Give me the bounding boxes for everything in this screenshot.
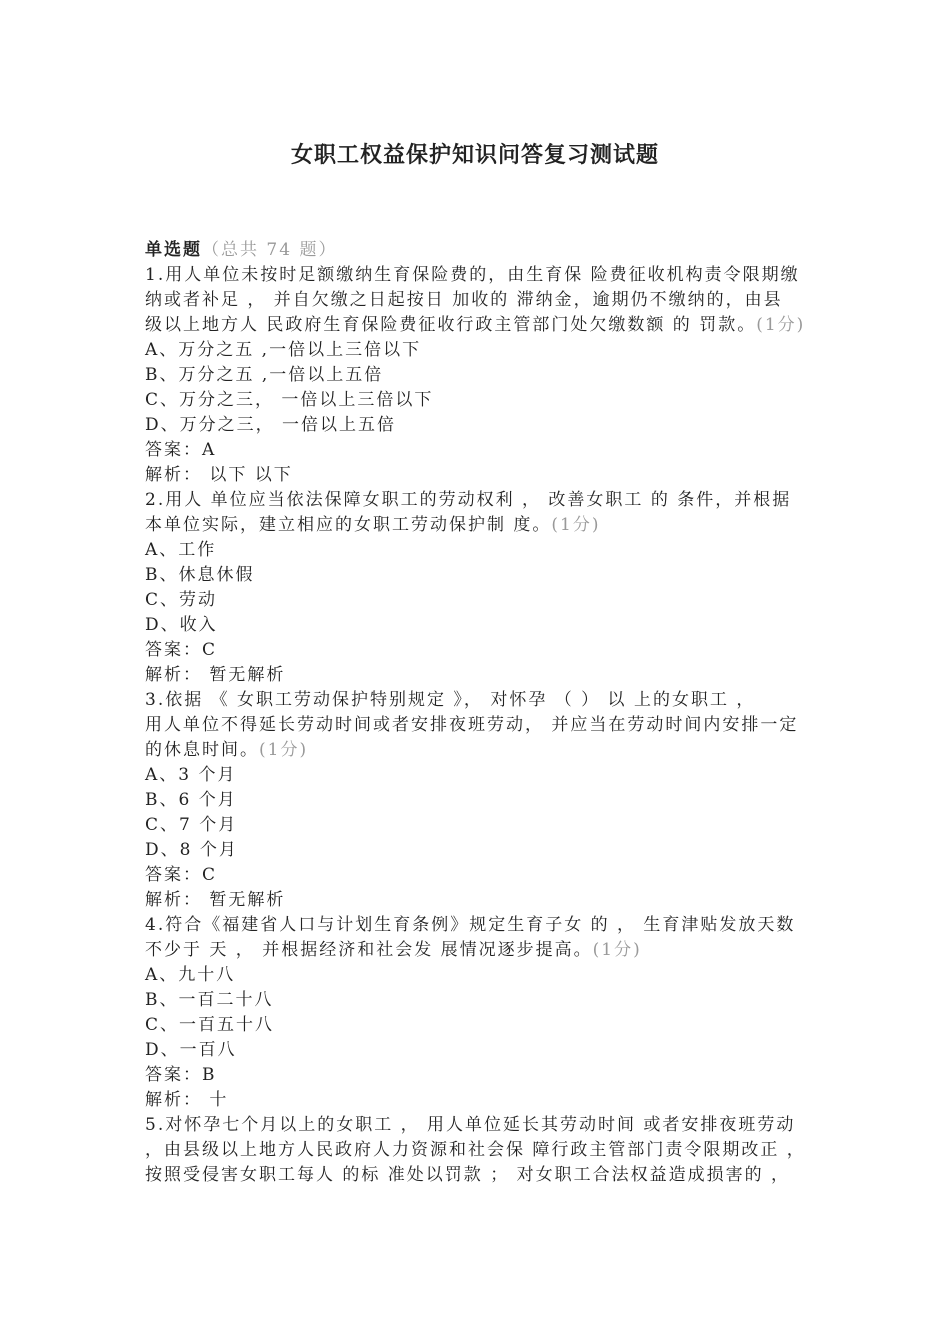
question-stem-line: 用人单位不得延长劳动时间或者安排夜班劳动， 并应当在劳动时间内安排一定 — [145, 715, 799, 735]
question — [145, 488, 810, 688]
answer-option: A、万分之五 ,一倍以上三倍以下 — [145, 340, 422, 360]
question-stem-line: 纳或者补足 ， 并自欠缴之日起按日 加收的 滞纳金，逾期仍不缴纳的，由县 — [145, 290, 783, 310]
question-stem-line — [145, 513, 810, 538]
answer-option: C、7 个月 — [145, 815, 238, 835]
answer-option: C、一百五十八 — [145, 1015, 275, 1035]
question-stem-text: 不少于 天 ， 并根据经济和社会发 展情况逐步提高。 — [145, 940, 593, 960]
question-score: (1分) — [756, 315, 806, 335]
answer-option: B、休息休假 — [145, 565, 255, 585]
answer-analysis: 解析： 十 — [145, 1090, 229, 1110]
question — [145, 1113, 810, 1188]
answer-key: 答案：C — [145, 865, 218, 885]
question-stem-line: 1.用人单位未按时足额缴纳生育保险费的，由生育保 险费征收机构责令限期缴 — [145, 265, 800, 285]
question-score: (1分) — [551, 515, 601, 535]
answer-option: C、万分之三， 一倍以上三倍以下 — [145, 390, 434, 410]
answer-key: 答案：A — [145, 440, 217, 460]
question — [145, 688, 810, 913]
answer-option: D、一百八 — [145, 1040, 237, 1060]
section-label: 单选题 — [145, 240, 202, 260]
answer-analysis: 解析： 暂无解析 — [145, 890, 286, 910]
question-stem-line: 4.符合《福建省人口与计划生育条例》规定生育子女 的 ， 生育津贴发放天数 — [145, 915, 796, 935]
answer-option: D、收入 — [145, 615, 218, 635]
question-stem-line: 按照受侵害女职工每人 的标 准处以罚款 ； 对女职工合法权益造成损害的 ， — [145, 1165, 791, 1185]
answer-option: B、6 个月 — [145, 790, 237, 810]
question — [145, 263, 810, 488]
answer-option: A、九十八 — [145, 965, 236, 985]
question-score: (1分) — [592, 940, 642, 960]
document-title: 女职工权益保护知识问答复习测试题 — [290, 142, 659, 168]
answer-key: 答案：B — [145, 1065, 217, 1085]
section-count: （总共 74 题） — [202, 240, 338, 260]
answer-analysis: 解析： 暂无解析 — [145, 665, 286, 685]
answer-analysis: 解析： 以下 以下 — [145, 465, 293, 485]
question-stem-text: 的休息时间。 — [145, 740, 259, 760]
section-heading — [145, 238, 810, 263]
answer-option: B、万分之五 ,一倍以上五倍 — [145, 365, 384, 385]
answer-option: A、3 个月 — [145, 765, 237, 785]
question-stem-text: 本单位实际，建立相应的女职工劳动保护制 度。 — [145, 515, 552, 535]
answer-key: 答案：C — [145, 640, 218, 660]
question-stem-line — [145, 738, 810, 763]
answer-option: D、万分之三， 一倍以上五倍 — [145, 415, 397, 435]
question — [145, 913, 810, 1113]
question-stem-line: ，由县级以上地方人民政府人力资源和社会保 障行政主管部门责令限期改正 ， — [145, 1140, 806, 1160]
answer-option: C、劳动 — [145, 590, 218, 610]
answer-option: A、工作 — [145, 540, 217, 560]
answer-option: D、8 个月 — [145, 840, 238, 860]
question-stem-text: 级以上地方人 民政府生育保险费征收行政主管部门处欠缴数额 的 罚款。 — [145, 315, 757, 335]
answer-option: B、一百二十八 — [145, 990, 274, 1010]
question-stem-line — [145, 313, 810, 338]
question-stem-line: 2.用人 单位应当依法保障女职工的劳动权利 ， 改善女职工 的 条件，并根据 — [145, 490, 792, 510]
question-stem-line: 3.依据 《 女职工劳动保护特别规定 》， 对怀孕 （ ） 以 上的女职工 ， — [145, 690, 756, 710]
question-stem-line — [145, 938, 810, 963]
question-stem-line: 5.对怀孕七个月以上的女职工 ， 用人单位延长其劳动时间 或者安排夜班劳动 — [145, 1115, 796, 1135]
question-score: (1分) — [259, 740, 309, 760]
document-body — [145, 238, 810, 1188]
